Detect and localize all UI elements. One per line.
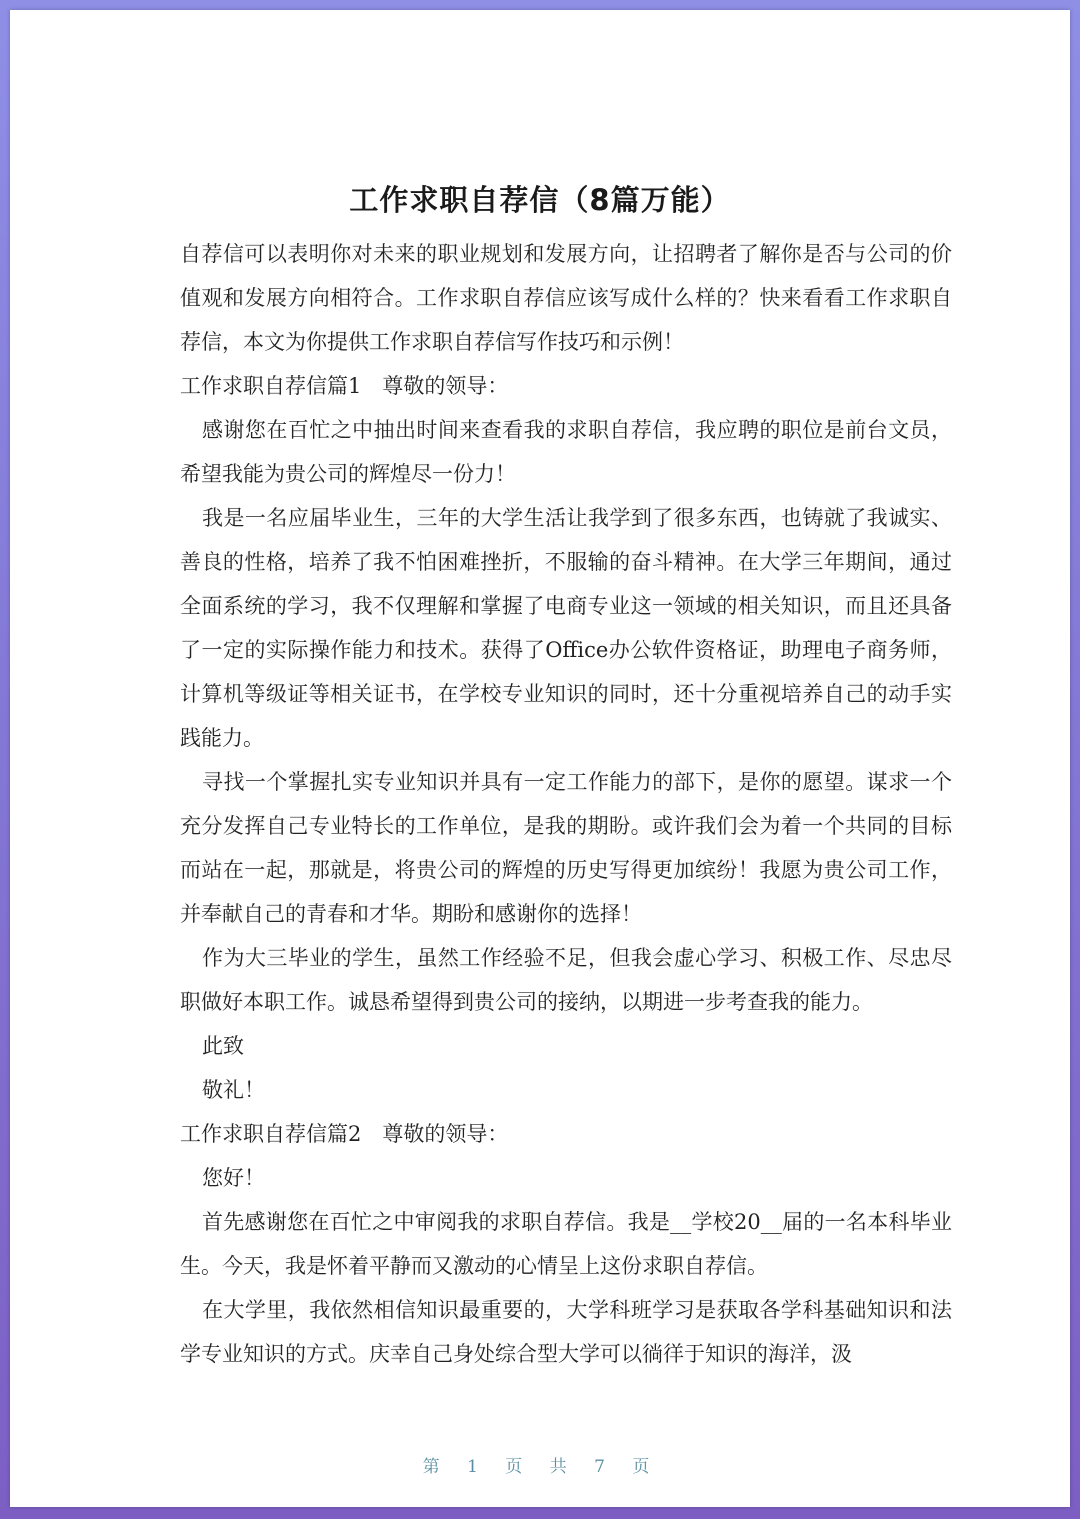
letter-2-heading: 工作求职自荐信篇2 尊敬的领导： [180,1122,509,1146]
letter-1-heading: 工作求职自荐信篇1 尊敬的领导： [180,374,509,398]
page-footer: 第 1 页 共 7 页 [422,1457,658,1477]
letter-1-salute: 敬礼！ [202,1078,265,1102]
intro-paragraph: 自荐信可以表明你对未来的职业规划和发展方向，让招聘者了解你是否与公司的价值观和发展方向相符合。工作求职自荐信应该写成什么样的？快来看看工作求职自荐信，本文为你提供工作求职自荐信写作技巧和示例！ [180,242,952,354]
letter-1-paragraph: 感谢您在百忙之中抽出时间来查看我的求职自荐信，我应聘的职位是前台文员，希望我能为贵公司的辉煌尽一份力！ [180,418,952,486]
letter-2-paragraph: 首先感谢您在百忙之中审阅我的求职自荐信。我是__学校20__届的一名本科毕业生。今天，我是怀着平静而又激动的心情呈上这份求职自荐信。 [180,1210,952,1278]
letter-1-paragraph: 作为大三毕业的学生，虽然工作经验不足，但我会虚心学习、积极工作、尽忠尽职做好本职工作。诚恳希望得到贵公司的接纳，以期进一步考查我的能力。 [180,946,952,1014]
document-title: 工作求职自荐信（8篇万能） [349,183,731,217]
document-body [180,232,952,1376]
document-page [10,10,1070,1507]
letter-2-paragraph: 在大学里，我依然相信知识最重要的，大学科班学习是获取各学科基础知识和法学专业知识的方式。庆幸自己身处综合型大学可以徜徉于知识的海洋，汲 [180,1298,952,1366]
letter-2-greeting: 您好！ [202,1166,265,1190]
letter-1-paragraph: 寻找一个掌握扎实专业知识并具有一定工作能力的部下，是你的愿望。谋求一个充分发挥自己专业特长的工作单位，是我的期盼。或许我们会为着一个共同的目标而站在一起，那就是，将贵公司的辉煌的历史写得更加缤纷！我愿为贵公司工作，并奉献自己的青春和才华。期盼和感谢你的选择！ [180,770,952,926]
letter-1-closing: 此致 [202,1034,244,1058]
letter-1-paragraph: 我是一名应届毕业生，三年的大学生活让我学到了很多东西，也铸就了我诚实、善良的性格，培养了我不怕困难挫折，不服输的奋斗精神。在大学三年期间，通过全面系统的学习，我不仅理解和掌握了电商专业这一领域的相关知识，而且还具备了一定的实际操作能力和技术。获得了Office办公软件资格证，助理电子商务师，计算机等级证等相关证书，在学校专业知识的同时，还十分重视培养自己的动手实践能力。 [180,506,952,750]
